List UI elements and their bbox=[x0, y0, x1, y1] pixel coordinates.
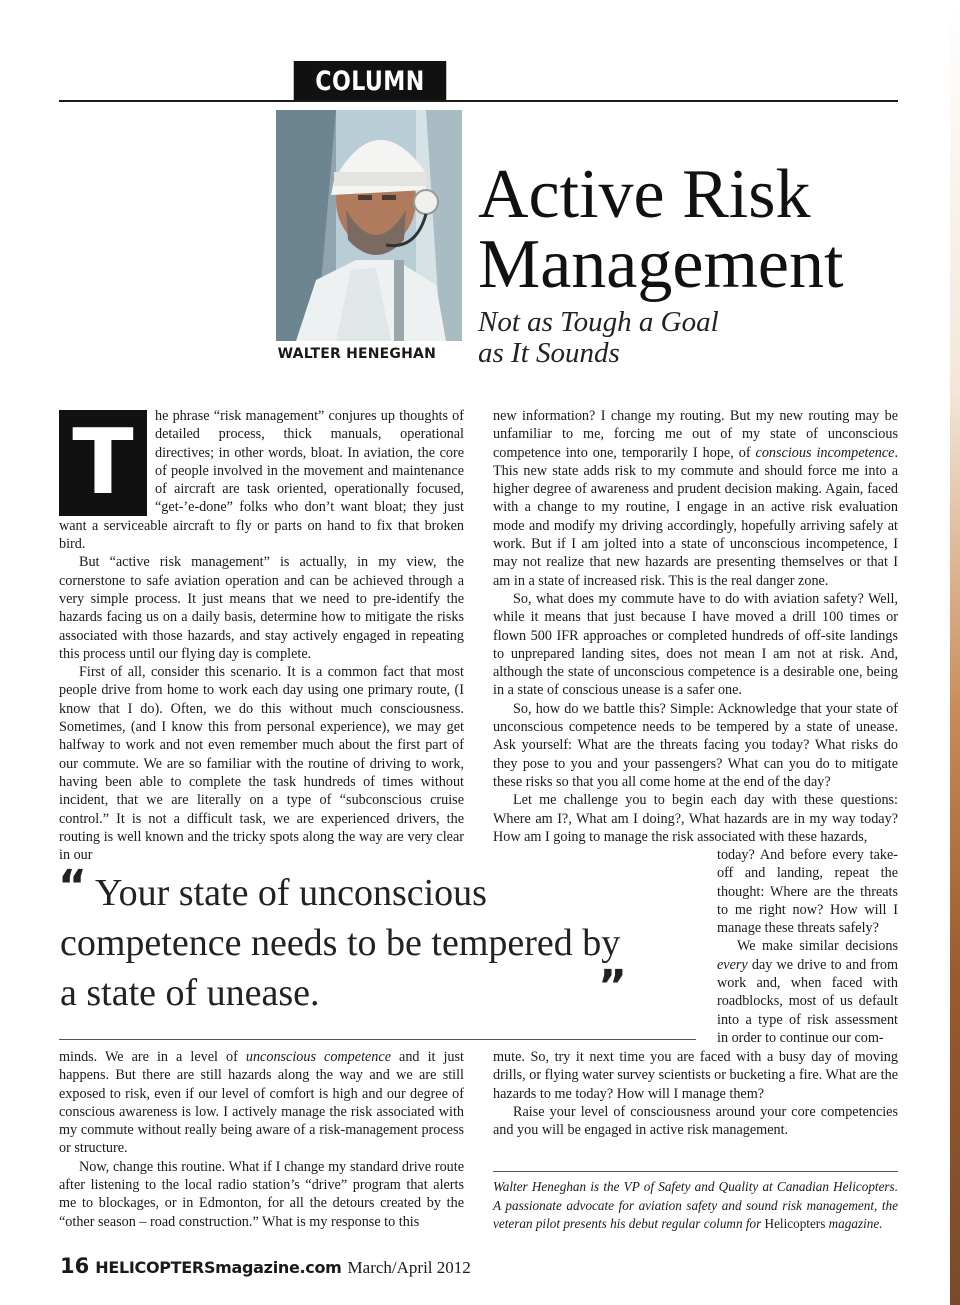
page-number: 16 bbox=[60, 1254, 90, 1278]
paragraph-9-continued: today? And before every take-off and landing, repeat the thought: Where are the threats to me right now? How will I manage these threats safely? bbox=[717, 847, 898, 937]
paragraph-7: So, what does my commute have to do with aviation safety? Well, while it means that just because I have moved a drill 100 times or flown 500 IFR approaches or completed hundreds of off-site landings to unprepared landing sites, does not mean I am not at risk. And, although the state of unconscious competence is a desirable one, being in a state of conscious unease is a safer one. bbox=[493, 590, 898, 699]
right-column-top bbox=[493, 407, 898, 846]
paragraph-6 bbox=[493, 407, 898, 590]
paragraph-1: he phrase “risk management” conjures up thoughts of detailed process, thick manuals, operational directives; in other words, bloat. In aviation, the core of people involved in the movement and maintenance of aircraft are task oriented, operationally focused, “get-’e-done” folks who don’t want bloat; they just want a serviceable aircraft to fly or parts on hand to fix that broken bird. bbox=[59, 408, 464, 553]
author-bio bbox=[493, 1178, 898, 1234]
wrap-column bbox=[717, 846, 898, 1047]
paragraph-2: But “active risk management” is actually, in my view, the cornerstone to safe aviation operation and can be achieved through a very simple process. It just means that we need to pre-identify the hazards facing us on a daily basis, determine how to mitigate the risks associated with those hazards, and stay actively engaged in repeating this process until our flying day is complete. bbox=[59, 554, 464, 662]
author-byline: WALTER HENEGHAN bbox=[277, 346, 436, 362]
p6-emphasis: conscious incompetence bbox=[755, 444, 895, 461]
bio-text-a: Walter Heneghan is the VP of Safety and Quality at Canadian Helicopters. A passionate advocate for aviation safety and sound risk management, the veteran pilot presents his debut regular column for bbox=[493, 1179, 898, 1231]
paragraph-10 bbox=[717, 937, 898, 1047]
pullquote-open-mark: “ bbox=[58, 861, 87, 912]
author-photo bbox=[276, 110, 462, 341]
bio-magazine-name: Helicopters bbox=[764, 1216, 826, 1231]
pullquote-text bbox=[60, 868, 630, 1018]
paragraph-9: Let me challenge you to begin each day with these questions: Where am I?, What am I doing?, What hazards are in my way today? How am I going to manage the risk associated with these hazards, bbox=[493, 792, 898, 845]
paragraph-10-continued: mute. So, try it next time you are faced with a busy day of moving drills, or flying water survey scientists or bucketing a fire. What are the hazards to me today? How will I manage them? bbox=[493, 1049, 898, 1102]
article-title: Active Risk Management bbox=[478, 156, 844, 303]
paragraph-3: First of all, consider this scenario. It is a common fact that most people drive from home to work each day using one primary route, (I know that I do). Often, we do this without much consciousness. Sometimes, (and I know this from personal experience), we may get halfway to work and not even remember much about the first part of our commute. We are so familiar with the routine of driving to work, having been able to complete the task hundreds of times without incident, that we are literally on a type of “subconscious cruise control.” It is not a difficult task, we are experienced drivers, the routing is well known and the tricky spots along the way are very clear in our bbox=[59, 664, 464, 864]
paragraph-8: So, how do we battle this? Simple: Acknowledge that your state of unconscious competence needs to be tempered by a state of unease. Ask yourself: What are the threats facing you today? What risks do they pose to you and your passengers? What can you do to mitigate these risks so that you all come home at the end of the day? bbox=[493, 700, 898, 790]
paragraph-4 bbox=[59, 1048, 464, 1158]
subtitle-line-1: Not as Tough a Goal bbox=[478, 306, 719, 338]
header-rule bbox=[59, 100, 898, 102]
page-edge-strip bbox=[950, 0, 960, 1305]
article-subtitle bbox=[478, 307, 798, 369]
pullquote-rule bbox=[59, 1039, 696, 1040]
right-column-bottom bbox=[493, 1048, 898, 1139]
bio-text-b: magazine. bbox=[825, 1216, 883, 1231]
left-column-top bbox=[59, 407, 464, 864]
footer-issue: March/April 2012 bbox=[347, 1258, 471, 1277]
paragraph-11: Raise your level of consciousness around your core competencies and you will be engaged in active risk management. bbox=[493, 1103, 898, 1139]
p4-text-b: and it just happens. But there are still hazards along the way and we are still exposed to risk, even if our level of comfort is high and our degree of conscious awareness is low. I actively manage the risk associated with my commute without really being aware of a risk-management process or structure. bbox=[59, 1049, 464, 1157]
left-column-bottom bbox=[59, 1048, 464, 1231]
p10-text-a: We make similar decisions bbox=[737, 938, 898, 955]
p10-text-b: day we drive to and from work and, when faced with roadblocks, most of us default into a type of risk assessment in order to continue our com- bbox=[717, 956, 898, 1046]
author-photo-illustration bbox=[276, 110, 462, 341]
p6-text-a: new information? I change my routing. But my new routing may be unfamiliar to me, forcing me out of my state of unconscious competence into one, temporarily I hope, of bbox=[493, 408, 898, 461]
drop-cap: T bbox=[59, 410, 147, 516]
p4-emphasis: unconscious competence bbox=[245, 1049, 391, 1065]
pullquote-body: Your state of unconscious competence needs to be tempered by a state of unease. bbox=[60, 872, 621, 1014]
bio-rule bbox=[493, 1171, 898, 1172]
paragraph-5: Now, change this routine. What if I change my standard drive route after listening to the local radio station’s “drive” program that alerts me to blockages, or in Edmonton, for all the detours created by the “other season – road construction.” What is my response to this bbox=[59, 1158, 464, 1230]
subtitle-line-2: as It Sounds bbox=[478, 337, 620, 369]
p4-text-a: minds. We are in a level of bbox=[59, 1049, 246, 1065]
footer-website: HELICOPTERSmagazine.com bbox=[95, 1258, 342, 1277]
page-footer bbox=[60, 1254, 471, 1278]
p6-text-b: . This new state adds risk to my commute and should force me into a higher degree of awareness and prudent decision making. Again, faced with a change to my routine, I engage in an active risk evaluation mode and modify my driving accordingly, hopefully arriving safely at work. But if I am jolted into a state of unconscious incompetence, I may not realize that new hazards are presenting themselves or that I am in a state of increased risk. This is the real danger zone. bbox=[493, 444, 898, 589]
section-label: COLUMN bbox=[294, 61, 447, 101]
pullquote-close-mark: ” bbox=[598, 961, 627, 1012]
p10-emphasis: every bbox=[717, 956, 748, 973]
